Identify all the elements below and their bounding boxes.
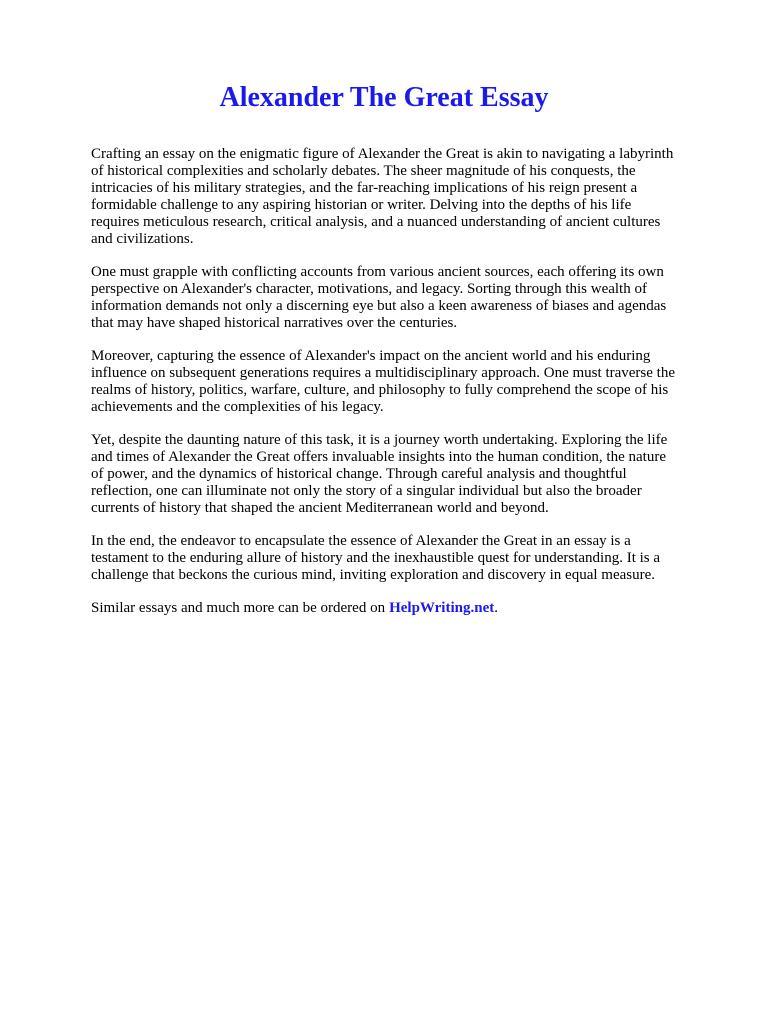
footer-line <box>91 600 681 617</box>
paragraph-3: Moreover, capturing the essence of Alexander's impact on the ancient world and his enduring influence on subsequent generations requires a multidisciplinary approach. One must traverse the realms of history, politics, warfare, culture, and philosophy to fully comprehend the scope of his achievements and the complexities of his legacy. <box>91 348 675 415</box>
document-body <box>91 146 681 617</box>
paragraph-2: One must grapple with conflicting accounts from various ancient sources, each offering its own perspective on Alexander's character, motivations, and legacy. Sorting through this wealth of information demands not only a discerning eye but also a keen awareness of biases and agendas that may have shaped historical narratives over the centuries. <box>91 264 667 331</box>
helpwriting-link[interactable]: HelpWriting.net <box>389 600 495 616</box>
paragraph-4: Yet, despite the daunting nature of this task, it is a journey worth undertaking. Exploring the life and times of Alexander the Great offers invaluable insights into the human condition, the nature of power, and the dynamics of historical change. Through careful analysis and thoughtful reflection, one can illuminate not only the story of a singular individual but also the broader currents of history that shaped the ancient Mediterranean world and beyond. <box>91 432 668 516</box>
document-title: Alexander The Great Essay <box>219 82 549 113</box>
footer-prefix: Similar essays and much more can be ordered on <box>91 600 386 616</box>
paragraph-1: Crafting an essay on the enigmatic figure of Alexander the Great is akin to navigating a labyrinth of historical complexities and scholarly debates. The sheer magnitude of his conquests, the intricacies of his military strategies, and the far-reaching implications of his reign present a formidable challenge to any aspiring historian or writer. Delving into the depths of his life requires meticulous research, critical analysis, and a nuanced understanding of ancient cultures and civilizations. <box>91 146 674 247</box>
paragraph-5: In the end, the endeavor to encapsulate the essence of Alexander the Great in an essay is a testament to the enduring allure of history and the inexhaustible quest for understanding. It is a challenge that beckons the curious mind, inviting exploration and discovery in equal measure. <box>91 533 661 583</box>
footer-suffix: . <box>494 600 498 616</box>
